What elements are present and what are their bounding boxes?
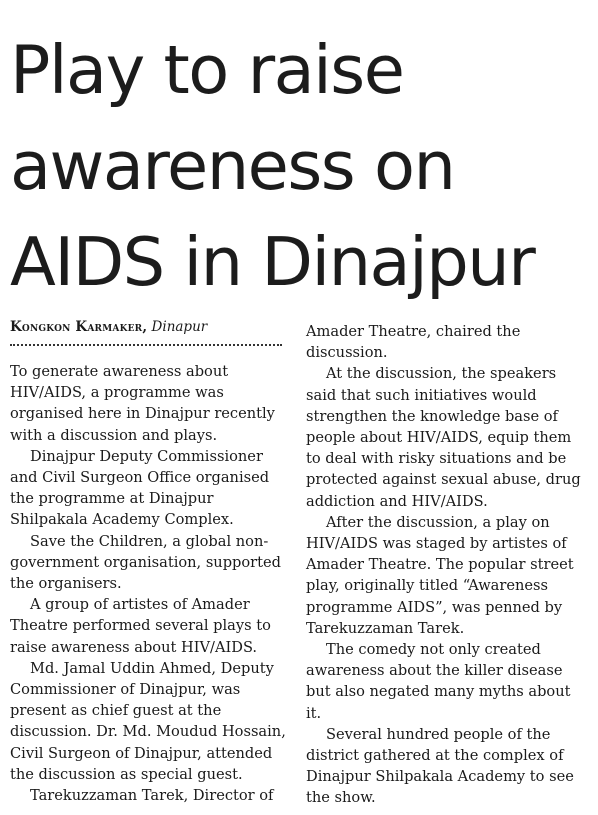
paragraph: Tarekuzzaman Tarek, Director of <box>30 787 274 805</box>
paragraph: Save the Children, a global non-government organisation, supported the organisers. <box>10 532 281 593</box>
article-column-right <box>306 321 590 809</box>
article-column-left <box>10 318 288 806</box>
headline-line-2: awareness on <box>10 127 455 205</box>
paragraph: After the discussion, a play on HIV/AIDS was staged by artistes of Amader Theatre. The popular street play, originally titled “Awareness programme AIDS”, was penned by Tarekuzzaman Tarek. <box>306 513 574 637</box>
byline-author: Kongkon Karmaker, <box>10 319 148 335</box>
paragraph: The comedy not only created awareness about the killer disease but also negated many myths about it. <box>306 641 571 722</box>
headline-line-3: AIDS in Dinajpur <box>10 223 535 301</box>
paragraph: Several hundred people of the district gathered at the complex of Dinajpur Shilpakala Academy to see the show. <box>306 725 574 807</box>
headline <box>10 22 595 310</box>
paragraph: To generate awareness about HIV/AIDS, a programme was organised here in Dinajpur recently with a discussion and plays. <box>10 363 275 444</box>
paragraph: A group of artistes of Amader Theatre performed several plays to raise awareness about HIV/AIDS. <box>10 596 271 656</box>
paragraph: Md. Jamal Uddin Ahmed, Deputy Commissioner of Dinajpur, was present as chief guest at the discussion. Dr. Md. Moudud Hossain, Civil Surgeon of Dinajpur, attended the discussion as special guest. <box>10 659 286 783</box>
paragraph: Amader Theatre, chaired the discussion. <box>306 323 521 362</box>
headline-line-1: Play to raise <box>10 31 404 109</box>
byline-place: Dinapur <box>151 319 208 335</box>
dotted-divider <box>10 344 282 346</box>
paragraph: At the discussion, the speakers said that such initiatives would strengthen the knowledge base of people about HIV/AIDS, equip them to deal with risky situations and be protected against sexual abuse, drug addiction and HIV/AIDS. <box>306 365 581 510</box>
paragraph: Dinajpur Deputy Commissioner and Civil Surgeon Office organised the programme at Dinajpur Shilpakala Academy Complex. <box>10 447 270 529</box>
byline <box>10 318 288 336</box>
